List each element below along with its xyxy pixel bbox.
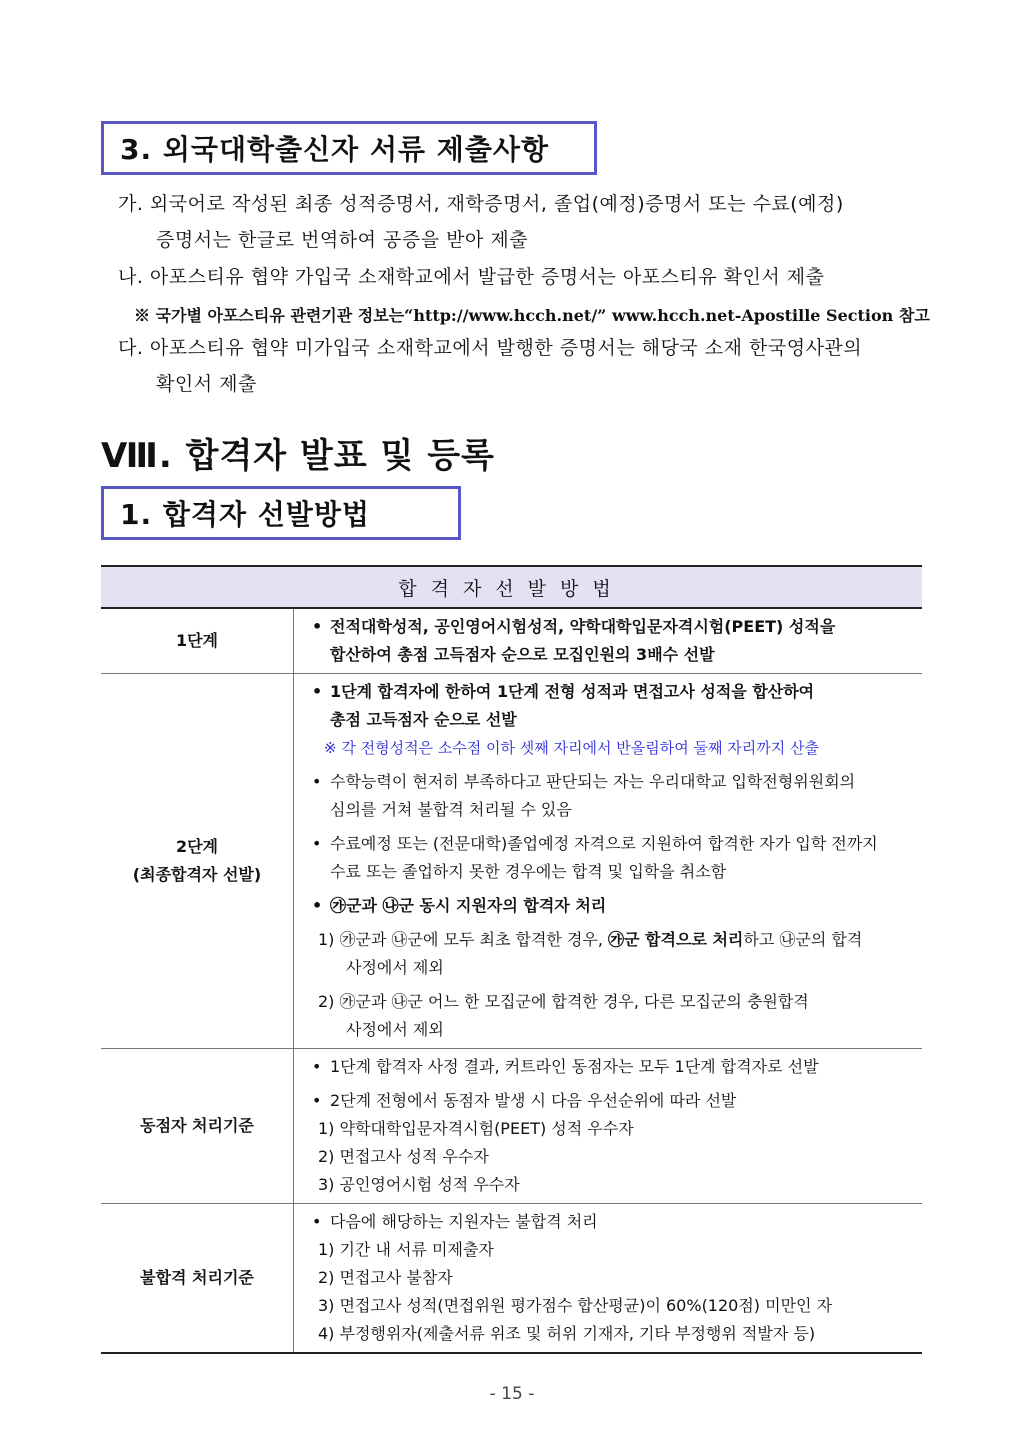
stage2-numbered-2: 2) ㉮군과 ㉯군 어느 한 모집군에 합격한 경우, 다른 모집군의 충원합격 xyxy=(318,992,809,1011)
item-ga xyxy=(118,186,844,258)
tie-content xyxy=(294,1049,923,1204)
stage1-line1: • 전적대학성적, 공인영어시험성적, 약학대학입문자격시험(PEET) 성적을 xyxy=(308,613,912,641)
stage2-numbered-2-cont: 사정에서 제외 xyxy=(346,1020,444,1039)
stage1-label: 1단계 xyxy=(101,608,294,674)
table-header-row xyxy=(101,566,922,608)
stage1-content xyxy=(294,608,923,674)
page-number: - 15 - xyxy=(489,1384,535,1404)
fail-label: 불합격 처리기준 xyxy=(101,1204,294,1354)
stage2-numbered-1-cont: 사정에서 제외 xyxy=(346,958,444,977)
tie-label: 동점자 처리기준 xyxy=(101,1049,294,1204)
item-da xyxy=(118,330,862,402)
fail-item-4: 4) 부정행위자(제출서류 위조 및 허위 기재자, 기타 부정행위 적발자 등) xyxy=(318,1324,816,1343)
tie-bullet2: • 2단계 전형에서 동점자 발생 시 다음 우선순위에 따라 선발 xyxy=(308,1087,912,1115)
n1-part-a: 1) ㉮군과 ㉯군에 모두 최초 합격한 경우, xyxy=(318,930,609,949)
item-da-line2: 확인서 제출 xyxy=(156,373,257,395)
section-3-heading xyxy=(101,121,597,175)
tie-item-2: 2) 면접고사 성적 우수자 xyxy=(318,1147,489,1166)
tie-item-3: 3) 공인영어시험 성적 우수자 xyxy=(318,1175,520,1194)
table-row-fail xyxy=(101,1204,922,1354)
item-ga-line1: 가. 외국어로 작성된 최종 성적증명서, 재학증명서, 졸업(예정)증명서 또는 수료(예정) xyxy=(118,193,844,215)
item-da-line1: 다. 아포스티유 협약 미가입국 소재학교에서 발행한 증명서는 해당국 소재 한국영사관의 xyxy=(118,337,863,359)
item-na-line1: 나. 아포스티유 협약 가입국 소재학교에서 발급한 증명서는 아포스티유 확인서 제출 xyxy=(118,266,825,288)
fail-item-1: 1) 기간 내 서류 미제출자 xyxy=(318,1240,494,1259)
stage2-rounding-note: ※ 각 전형성적은 소수점 이하 셋째 자리에서 반올림하여 둘째 자리까지 산출 xyxy=(324,739,819,757)
stage2-bullet2-line1: • 수학능력이 현저히 부족하다고 판단되는 자는 우리대학교 입학전형위원회의 xyxy=(308,768,912,796)
chapter-heading: Ⅷ. 합격자 발표 및 등록 xyxy=(101,436,495,476)
tie-bullet1: • 1단계 합격자 사정 결과, 커트라인 동점자는 모두 1단계 합격자로 선발 xyxy=(308,1053,912,1081)
stage2-bullet3-line1: • 수료예정 또는 (전문대학)졸업예정 자격으로 지원하여 합격한 자가 입학 전까지 xyxy=(308,830,912,858)
stage2-bullet3-line2: 수료 또는 졸업하지 못한 경우에는 합격 및 입학을 취소함 xyxy=(330,862,727,881)
table-row-stage1 xyxy=(101,608,922,674)
table-row-stage2 xyxy=(101,674,922,1049)
table-header: 합격자선발방법 xyxy=(101,566,922,608)
stage2-content xyxy=(294,674,923,1049)
tie-item-1: 1) 약학대학입문자격시험(PEET) 성적 우수자 xyxy=(318,1119,634,1138)
stage2-bullet2-line2: 심의를 거쳐 불합격 처리될 수 있음 xyxy=(330,800,572,819)
fail-item-3: 3) 면접고사 성적(면접위원 평가점수 합산평균)이 60%(120점) 미만인 자 xyxy=(318,1296,833,1315)
item-ga-line2: 증명서는 한글로 번역하여 공증을 받아 제출 xyxy=(156,229,529,251)
stage2-numbered-1 xyxy=(308,926,912,954)
stage1-line2: 합산하여 총점 고득점자 순으로 모집인원의 3배수 선발 xyxy=(330,645,715,664)
selection-method-table xyxy=(101,565,922,1354)
fail-item-2: 2) 면접고사 불참자 xyxy=(318,1268,453,1287)
stage2-bullet4: • ㉮군과 ㉯군 동시 지원자의 합격자 처리 xyxy=(308,892,912,920)
n1-part-b: ㉮군 합격으로 처리 xyxy=(608,930,744,949)
stage2-bullet1-line2: 총점 고득점자 순으로 선발 xyxy=(330,710,517,729)
stage2-label xyxy=(101,674,294,1049)
item-na xyxy=(118,259,824,295)
apostille-note: ※ 국가별 아포스티유 관련기관 정보는“http://www.hcch.net/” www.hcch.net-Apostille Section 참고 xyxy=(134,306,930,325)
stage2-label-line1: 2단계 xyxy=(175,837,219,856)
n1-part-c: 하고 ㉯군의 합격 xyxy=(743,930,863,949)
stage2-bullet1-line1: • 1단계 합격자에 한하여 1단계 전형 성적과 면접고사 성적을 합산하여 xyxy=(308,678,912,706)
fail-content xyxy=(294,1204,923,1354)
section-1-title: 1. 합격자 선발방법 xyxy=(120,498,370,531)
stage2-label-line2: (최종합격자 선발) xyxy=(132,865,262,884)
section-1-heading xyxy=(101,486,461,540)
section-3-title: 3. 외국대학출신자 서류 제출사항 xyxy=(120,133,549,166)
table-row-tie xyxy=(101,1049,922,1204)
fail-bullet1: • 다음에 해당하는 지원자는 불합격 처리 xyxy=(308,1208,912,1236)
